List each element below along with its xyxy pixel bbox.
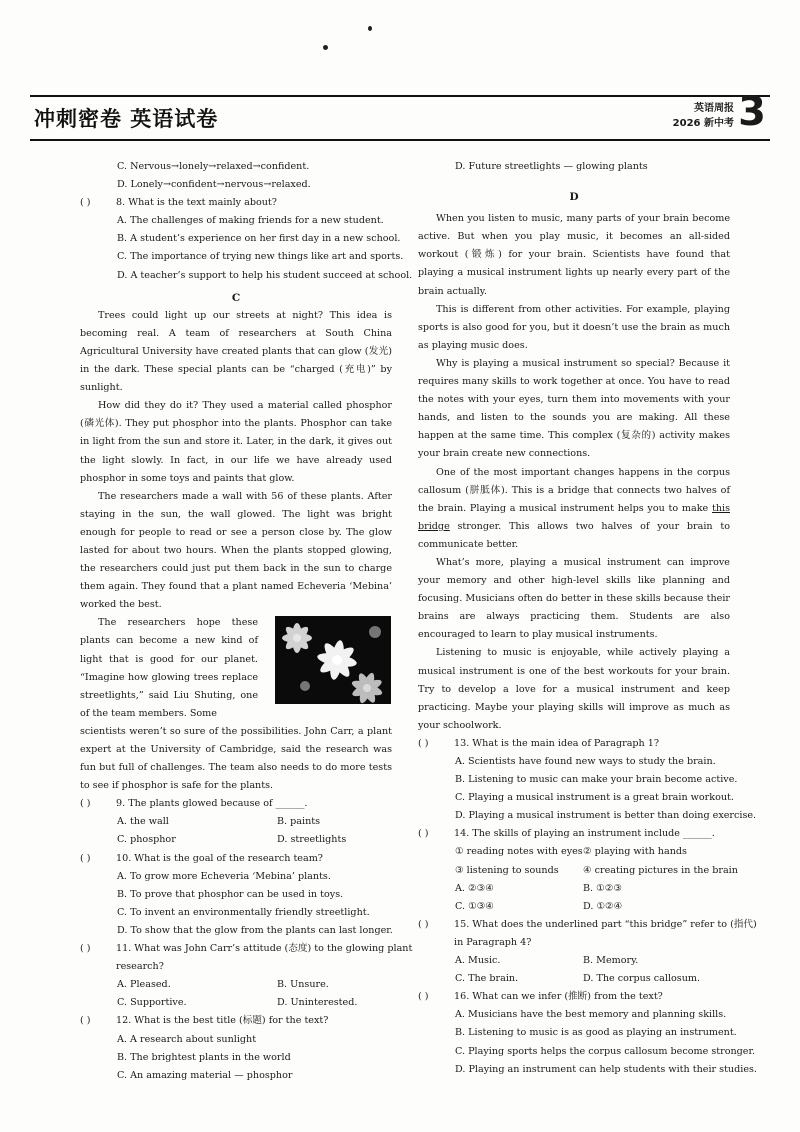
question-15 [418, 916, 757, 934]
question-stem-continued: research? [116, 961, 164, 973]
answer-blank[interactable]: ( ) [80, 197, 91, 209]
answer-blank[interactable]: ( ) [80, 1015, 91, 1027]
q10-option-d[interactable]: D. To show that the glow from the plants can last longer. [117, 924, 393, 936]
q16-option-d[interactable]: D. Playing an instrument can help students with their studies. [455, 1063, 757, 1075]
question-16 [418, 988, 730, 1006]
q11-option-a[interactable]: A. Pleased. [117, 979, 171, 991]
page-header [30, 89, 770, 141]
q9-options [80, 813, 392, 849]
passage-d-paragraph-4 [418, 464, 730, 554]
question-stem: 11. What was John Carr’s attitude (态度) to the glowing plant [116, 943, 413, 955]
q15-option-d[interactable]: D. The corpus callosum. [583, 973, 701, 985]
q7-option-d[interactable]: D. Lonely→confident→nervous→relaxed. [117, 179, 311, 191]
q14-item-2: ② playing with hands [583, 846, 687, 858]
paragraph-text: stronger. This allows two halves of your brain to communicate better. [418, 520, 730, 550]
answer-blank[interactable]: ( ) [80, 798, 91, 810]
question-10 [80, 850, 392, 868]
header-bottom-rule [30, 139, 770, 141]
grade-label: 2026 新中考 [672, 118, 734, 129]
q11-option-d[interactable]: D. Uninterested. [277, 997, 358, 1009]
q15-options [418, 952, 730, 988]
question-8 [80, 194, 392, 212]
brand-name: 英语周报 [694, 103, 734, 114]
q10-option-a[interactable]: A. To grow more Echeveria ‘Mebina’ plants. [117, 870, 331, 882]
right-column [418, 158, 757, 1079]
q15-option-c[interactable]: C. The brain. [455, 973, 519, 985]
passage-c-paragraph-4b: scientists weren’t so sure of the possibilities. John Carr, a plant expert at the University of Cambridge, said the research was fun but full of challenges. The team also needs to do more tests to see if phosphor is safe for the plants. [80, 725, 392, 792]
question-stem: 16. What can we infer (推断) from the text? [454, 991, 663, 1003]
answer-blank[interactable]: ( ) [80, 852, 91, 864]
q9-option-a[interactable]: A. the wall [117, 816, 169, 828]
question-9 [80, 795, 392, 813]
question-stem: 9. The plants glowed because of ______. [116, 798, 308, 810]
q14-option-d[interactable]: D. ①②④ [583, 900, 623, 912]
q8-option-a[interactable]: A. The challenges of making friends for a new student. [117, 215, 384, 227]
question-stem: 10. What is the goal of the research team? [116, 852, 323, 864]
answer-blank[interactable]: ( ) [80, 943, 91, 955]
q13-option-c[interactable]: C. Playing a musical instrument is a great brain workout. [455, 792, 734, 804]
glowing-succulent-icon [275, 616, 391, 704]
q7-option-c[interactable]: C. Nervous→lonely→relaxed→confident. [117, 161, 310, 172]
q14-option-c[interactable]: C. ①③④ [455, 900, 494, 912]
q8-option-d[interactable]: D. A teacher’s support to help his student succeed at school. [117, 269, 413, 281]
q16-option-b[interactable]: B. Listening to music is as good as playing an instrument. [455, 1027, 737, 1039]
q14-item-1: ① reading notes with eyes [455, 846, 583, 858]
q12-option-a[interactable]: A. A research about sunlight [117, 1033, 257, 1045]
q9-option-d[interactable]: D. streetlights [277, 834, 347, 846]
q11-option-b[interactable]: B. Unsure. [277, 979, 329, 991]
q16-option-a[interactable]: A. Musicians have the best memory and planning skills. [455, 1009, 727, 1021]
brand-block [673, 101, 734, 131]
answer-blank[interactable]: ( ) [418, 828, 429, 840]
question-13 [418, 735, 730, 753]
q14-items [418, 843, 738, 915]
q12-option-b[interactable]: B. The brightest plants in the world [117, 1051, 291, 1063]
question-stem: 12. What is the best title (标题) for the text? [116, 1015, 329, 1027]
question-stem: 13. What is the main idea of Paragraph 1? [454, 737, 660, 749]
question-stem: 14. The skills of playing an instrument include ______. [454, 828, 715, 840]
left-column [80, 158, 413, 1085]
q16-option-c[interactable]: C. Playing sports helps the corpus callosum become stronger. [455, 1045, 756, 1057]
q15-option-b[interactable]: B. Memory. [583, 955, 639, 967]
q14-option-a[interactable]: A. ②③④ [455, 882, 494, 894]
question-stem: 8. What is the text mainly about? [116, 197, 277, 209]
passage-d-paragraph-5: What’s more, playing a musical instrument can improve your memory and other high-level skills like planning and focusing. Musicians often do better in these skills because their brains are always practicing them. Students are also encouraged to learn to play musical instruments. [418, 556, 730, 641]
glowing-plants-photo [275, 616, 391, 704]
q10-option-c[interactable]: C. To invent an environmentally friendly streetlight. [117, 906, 370, 918]
page-number: 3 [738, 89, 766, 135]
q14-option-b[interactable]: B. ①②③ [583, 882, 622, 894]
section-d-heading: D [569, 191, 579, 204]
q13-option-b[interactable]: B. Listening to music can make your brain become active. [455, 774, 738, 786]
underlined-phrase: this bridge [418, 502, 730, 532]
question-stem: 15. What does the underlined part “this bridge” refer to (指代) [454, 918, 757, 930]
passage-c-paragraph-2: How did they do it? They used a material called phosphor (磷光体). They put phosphor into the plants. Phosphor can take in light from the sun and store it. Later, in the dark, it gives out the light slowly. In fact, in our life we have already used phosphor in some toys and paints that glow. [80, 400, 392, 484]
question-11 [80, 940, 413, 958]
q14-item-4: ④ creating pictures in the brain [583, 864, 738, 876]
scan-speck [323, 45, 328, 50]
passage-d-paragraph-6: Listening to music is enjoyable, while actively playing a musical instrument is one of the best workouts for your brain. Try to develop a love for a musical instrument and keep practicing. Maybe your playing skills will improve as much as your schoolwork. [418, 647, 730, 731]
passage-c-paragraph-4a: The researchers hope these plants can become a new kind of light that is good for our planet. “Imagine how glowing trees replace streetlights,” said Liu Shuting, one of the team members. Some [80, 617, 258, 719]
question-stem-continued: in Paragraph 4? [454, 936, 532, 948]
paragraph-with-image [80, 614, 392, 723]
q9-option-c[interactable]: C. phosphor [117, 834, 176, 846]
q11-option-c[interactable]: C. Supportive. [117, 997, 187, 1009]
paragraph-text: One of the most important changes happens in the corpus callosum (胼胝体). This is a bridge that connects two halves of the brain. Playing a musical instrument helps you to make [418, 466, 730, 514]
answer-blank[interactable]: ( ) [418, 918, 429, 930]
passage-c-paragraph-1: Trees could light up our streets at night? This idea is becoming real. A team of researchers at South China Agricultural University have created plants that can glow (发光) in the dark. These special plants can be “charged (充电)” by sunlight. [80, 309, 392, 394]
passage-d-paragraph-1: When you listen to music, many parts of your brain become active. But when you play music, it becomes an all-sided workout (锻炼) for your brain. Scientists have found that playing a musical instrument lights up nearly every part of the brain actually. [418, 213, 730, 297]
q8-option-b[interactable]: B. A student’s experience on her first day in a new school. [117, 233, 401, 245]
answer-blank[interactable]: ( ) [418, 737, 429, 749]
passage-c-paragraph-3: The researchers made a wall with 56 of these plants. After staying in the sun, the wall glowed. The light was bright enough for people to read or see a person close by. The glow lasted for about two hours. When the plants stopped glowing, the researchers could just put them back in the sun to charge them again. They found that a plant named Echeveria ‘Mebina’ worked the best. [80, 490, 392, 611]
q13-option-a[interactable]: A. Scientists have found new ways to study the brain. [455, 756, 716, 767]
scan-speck [368, 26, 372, 31]
answer-blank[interactable]: ( ) [418, 991, 429, 1003]
q10-option-b[interactable]: B. To prove that phosphor can be used in toys. [117, 888, 344, 900]
q8-option-c[interactable]: C. The importance of trying new things like art and sports. [117, 251, 404, 263]
q12-option-d[interactable]: D. Future streetlights — glowing plants [455, 161, 648, 172]
q13-option-d[interactable]: D. Playing a musical instrument is better than doing exercise. [455, 810, 757, 822]
question-14 [418, 825, 730, 843]
question-12 [80, 1012, 392, 1030]
passage-d-paragraph-3: Why is playing a musical instrument so special? Because it requires many skills to work together at once. You have to read the notes with your eyes, turn them into movements with your hands, and listen to the sounds you are making. All these happen at the same time. This complex (复杂的) activity makes your brain create new connections. [418, 357, 730, 460]
q11-options [80, 976, 392, 1012]
q14-item-3: ③ listening to sounds [455, 864, 559, 876]
exam-title: 冲刺密卷 英语试卷 [34, 107, 219, 131]
section-c-heading: C [231, 291, 241, 304]
q9-option-b[interactable]: B. paints [277, 816, 321, 828]
passage-d-paragraph-2: This is different from other activities. For example, playing sports is also good for you, but it doesn’t use the brain as much as playing music does. [418, 303, 730, 351]
q15-option-a[interactable]: A. Music. [455, 955, 501, 967]
q12-option-c[interactable]: C. An amazing material — phosphor [117, 1069, 293, 1081]
header-top-rule [30, 95, 770, 97]
